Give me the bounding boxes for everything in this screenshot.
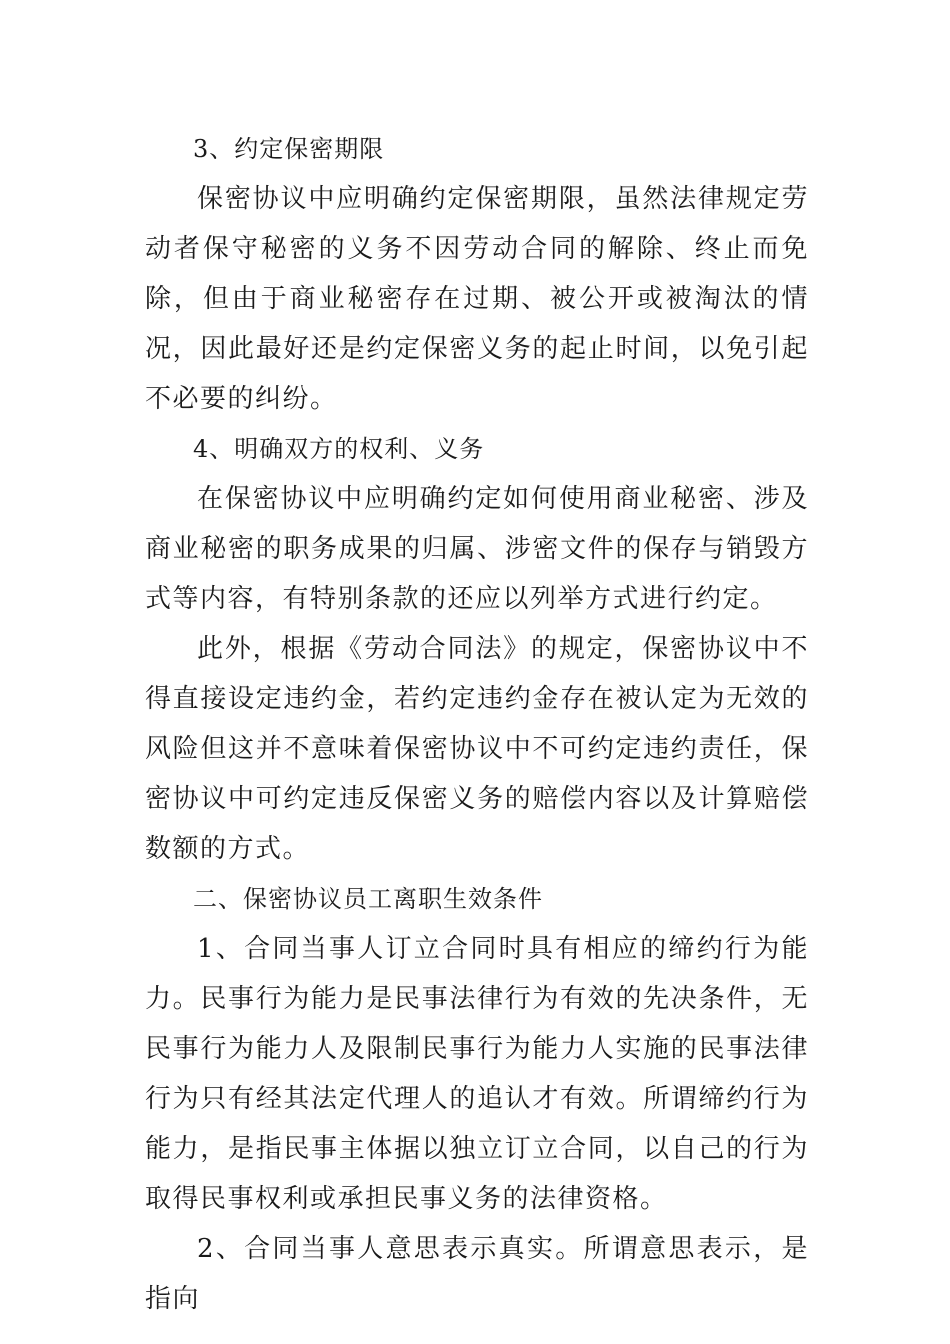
section-heading-confidentiality-period: 3、约定保密期限 bbox=[193, 135, 385, 163]
document-body bbox=[145, 124, 809, 1324]
section-heading-effective-conditions: 二、保密协议员工离职生效条件 bbox=[193, 885, 543, 913]
section-heading-rights-obligations: 4、明确双方的权利、义务 bbox=[193, 435, 485, 463]
paragraph-penalty-clause: 此外，根据《劳动合同法》的规定，保密协议中不得直接设定违约金，若约定违约金存在被认定为无效的风险但这并不意味着保密协议中不可约定违约责任，保密协议中可约定违反保密义务的赔偿内容以及计算赔偿数额的方式。 bbox=[145, 634, 809, 864]
paragraph-confidentiality-period: 保密协议中应明确约定保密期限，虽然法律规定劳动者保守秘密的义务不因劳动合同的解除、终止而免除，但由于商业秘密存在过期、被公开或被淘汰的情况，因此最好还是约定保密义务的起止时间，以免引起不必要的纠纷。 bbox=[145, 184, 809, 414]
paragraph-capacity: 1、合同当事人订立合同时具有相应的缔约行为能力。民事行为能力是民事法律行为有效的先决条件，无民事行为能力人及限制民事行为能力人实施的民事法律行为只有经其法定代理人的追认才有效。所谓缔约行为能力，是指民事主体据以独立订立合同，以自己的行为取得民事权利或承担民事义务的法律资格。 bbox=[145, 934, 809, 1214]
paragraph-intent: 2、合同当事人意思表示真实。所谓意思表示，是指向 bbox=[145, 1234, 809, 1314]
paragraph-rights-obligations: 在保密协议中应明确约定如何使用商业秘密、涉及商业秘密的职务成果的归属、涉密文件的保存与销毁方式等内容，有特别条款的还应以列举方式进行约定。 bbox=[145, 484, 809, 614]
